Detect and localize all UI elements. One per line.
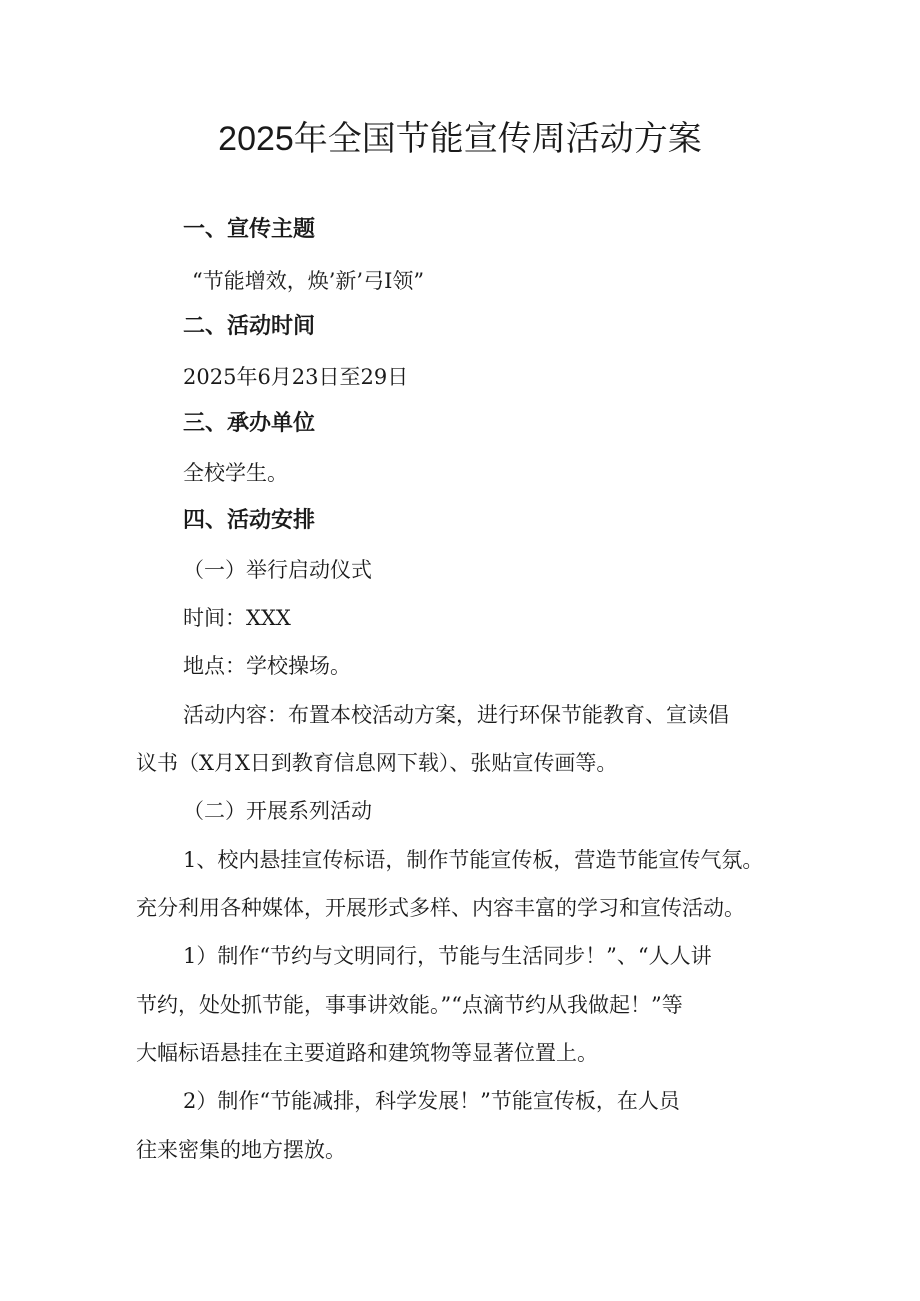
section-heading-organizer: 三、承办单位 xyxy=(183,411,316,436)
subsection-series-activities: （二）开展系列活动 xyxy=(183,799,372,823)
item-1-line-2: 充分利用各种媒体，开展形式多样、内容丰富的学习和宣传活动。 xyxy=(136,896,745,920)
item-1b-line-2: 往来密集的地方摆放。 xyxy=(136,1138,346,1162)
item-1-line-1: 1、校内悬挂宣传标语，制作节能宣传板，营造节能宣传气氛。 xyxy=(183,848,764,872)
item-1a-line-2: 节约，处处抓节能，事事讲效能。”“点滴节约从我做起！”等 xyxy=(136,993,683,1017)
theme-text: “节能增效，焕’新’弓I领” xyxy=(192,269,425,293)
ceremony-content-line-2: 议书（X月X日到教育信息网下载）、张贴宣传画等。 xyxy=(136,751,618,775)
ceremony-content-line-1: 活动内容：布置本校活动方案，进行环保节能教育、宣读倡 xyxy=(183,703,729,727)
item-1a-line-1: 1）制作“节约与文明同行，节能与生活同步！”、“人人讲 xyxy=(183,944,712,968)
item-1a-line-3: 大幅标语悬挂在主要道路和建筑物等显著位置上。 xyxy=(136,1041,598,1065)
section-heading-time: 二、活动时间 xyxy=(183,314,316,339)
activity-time-text: 2025年6月23日至29日 xyxy=(183,365,409,389)
subsection-launch-ceremony: （一）举行启动仪式 xyxy=(183,558,372,582)
organizer-text: 全校学生。 xyxy=(183,461,288,485)
item-1b-line-1: 2）制作“节能减排，科学发展！”节能宣传板，在人员 xyxy=(183,1089,680,1113)
ceremony-place: 地点：学校操场。 xyxy=(183,654,351,678)
document-title: 2025年全国节能宣传周活动方案 xyxy=(218,120,702,158)
section-heading-theme: 一、宣传主题 xyxy=(183,217,316,242)
ceremony-time: 时间：XXX xyxy=(183,606,291,630)
section-heading-arrangement: 四、活动安排 xyxy=(183,508,316,533)
